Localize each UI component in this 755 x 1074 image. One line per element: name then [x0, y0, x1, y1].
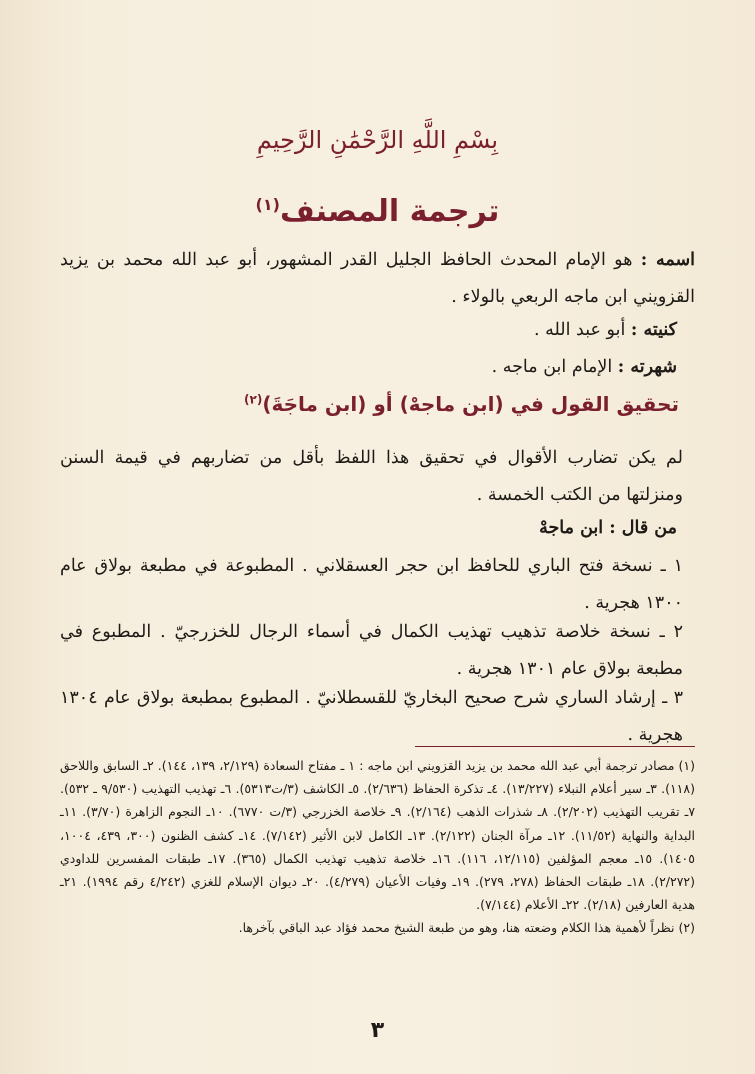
footnote-2: (٢) نظراً لأهمية هذا الكلام وضعته هنا، وهو من طبعة الشيخ محمد فؤاد عبد الباقي بآخرها. [238, 920, 695, 936]
kunya-line [534, 320, 677, 340]
fame-line [492, 357, 677, 377]
name-text: هو الإمام المحدث الحافظ الجليل القدر المشهور، أبو عبد الله محمد بن يزيد القزويني ابن ماجه الربعي بالولاء . [60, 250, 695, 307]
footnotes [60, 754, 695, 940]
name-label: اسمه : [640, 250, 695, 270]
basmala: بِسْمِ اللَّهِ الرَّحْمَٰنِ الرَّحِيمِ [256, 126, 499, 154]
section-heading-footnote-marker: (٢) [244, 392, 263, 407]
kunya-label: كنيته : [630, 320, 677, 340]
section-heading-text: تحقيق القول في (ابن ماجهْ) أو (ابن ماجَةَ) [262, 392, 679, 416]
list-item: ٢ ـ نسخة خلاصة تذهيب تهذيب الكمال في أسماء الرجال للخزرجيّ . المطبوع في مطبعة بولاق عام ١٣٠١ هجرية . [60, 622, 683, 679]
section-heading [244, 392, 679, 416]
footnote-divider [415, 746, 695, 747]
kunya-text: أبو عبد الله . [534, 320, 626, 340]
intro-paragraph: لم يكن تضارب الأقوال في تحقيق هذا اللفظ بأقل من تضاربهم في قيمة السنن ومنزلتها من الكتب الخمسة . [60, 448, 683, 505]
page-title [60, 194, 695, 229]
footnote-1: (١) مصادر ترجمة أبي عبد الله محمد بن يزيد القزويني ابن ماجه : ١ ـ مفتاح السعادة (٢/١٢٩، ١٣٩، ١٤٤). ٢ـ السابق واللاحق (١١٨). ٣ـ سير أعلام النبلاء (١٣/٢٢٧). ٤ـ تذكرة الحفاظ (٢/٦٣٦). ٥ـ الكاشف (٣/ت٥٣١٣). ٦ـ تهذيب التهذيب (٩/٥٣٠ ـ ٥٣٢). ٧ـ تقريب التهذيب (٢/٢٠٢). ٨ـ شذرات الذهب (٢/١٦٤). ٩ـ خلاصة الخزرجي (٣/ت ٦٧٧٠). ١٠ـ النجوم الزاهرة (٣/٧٠). ١١ـ البداية والنهاية (١١/٥٢). ١٢ـ مرآة الجنان (٢/١٢٢). ١٣ـ الكامل لابن الأثير (٧/١٤٢). ١٤ـ كشف الظنون (٣٠٠، ٤٣٩، ١٠٠٤، ١٤٠٥). ١٥ـ معجم المؤلفين (١٢/١١٥، ١١٦). ١٦ـ خلاصة تذهيب تهذيب الكمال (٣٦٥). ١٧ـ طبقات المفسرين للداودي (٢/٢٧٢). ١٨ـ طبقات الحفاظ (٢٧٨، ٢٧٩). ١٩ـ وفيات الأعيان (٤/٢٧٩). ٢٠ـ ديوان الإسلام للغزي (٤/٢٤٢ رقم ١٩٩٤). ٢١ـ هدية العارفين (٢/١٨). ٢٢ـ الأعلام (٧/١٤٤). [60, 758, 696, 913]
fame-text: الإمام ابن ماجه . [491, 357, 613, 377]
fame-label: شهرته : [617, 357, 677, 377]
name-paragraph [60, 242, 695, 316]
list-item: ١ ـ نسخة فتح الباري للحافظ ابن حجر العسقلاني . المطبوعة في مطبعة بولاق عام ١٣٠٠ هجرية . [60, 556, 683, 613]
title-text: ترجمة المصنف [279, 194, 500, 229]
title-footnote-marker: (١) [255, 195, 280, 214]
said-label: من قال : ابن ماجهْ [539, 518, 677, 538]
list-item: ٣ ـ إرشاد الساري شرح صحيح البخاريّ للقسطلانيّ . المطبوع بمطبعة بولاق عام ١٣٠٤ هجرية . [60, 688, 683, 745]
page-number: ٣ [370, 1018, 385, 1043]
